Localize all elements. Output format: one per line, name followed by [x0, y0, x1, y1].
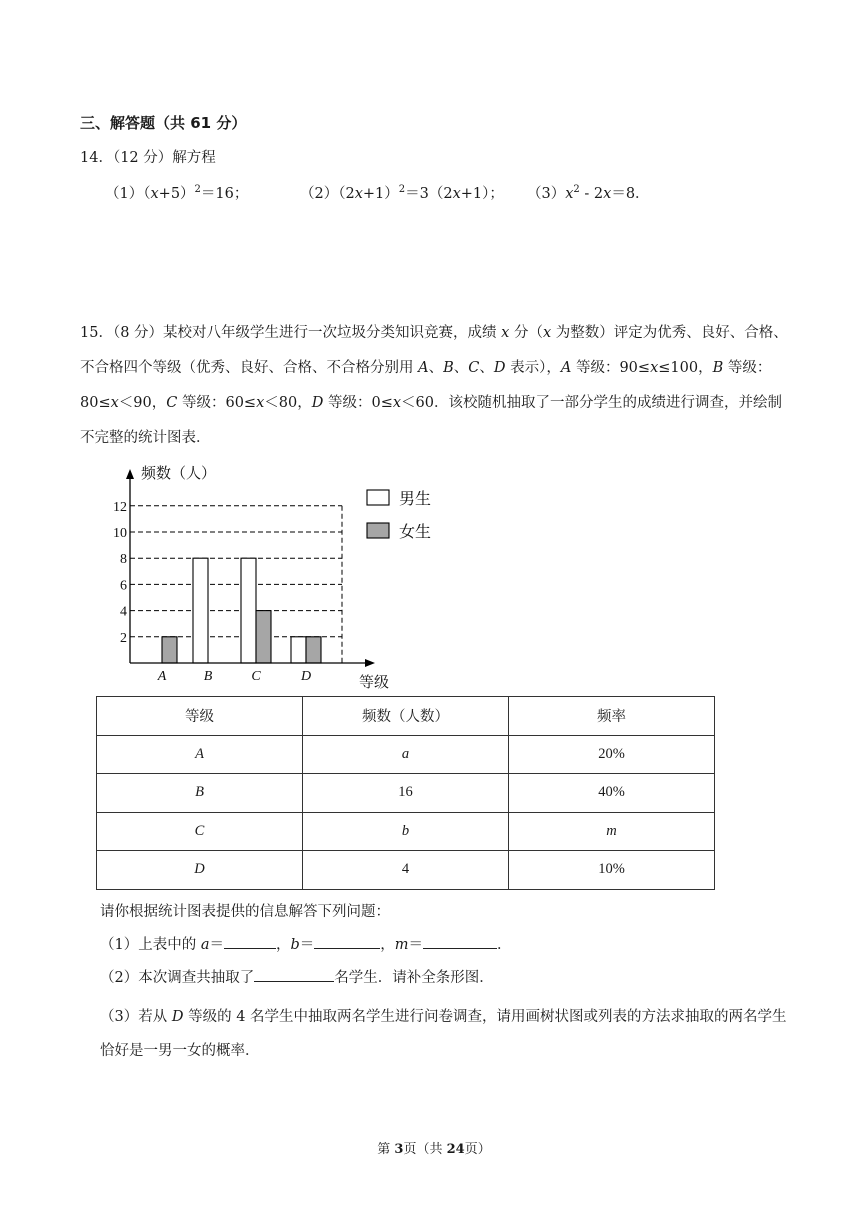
y-tick-label: 2 — [120, 630, 127, 646]
table-cell: 40% — [509, 774, 715, 813]
x-axis-label: 等级 — [359, 673, 390, 691]
table-header-row — [97, 697, 715, 736]
y-tick-label: 8 — [120, 552, 127, 568]
bar-chart — [95, 455, 455, 695]
table-cell: B — [97, 774, 303, 813]
chart-bars — [162, 558, 321, 663]
question-2: （2）本次调查共抽取了 名学生．请补全条形图． — [100, 966, 494, 987]
y-axis-label: 频数（人） — [141, 464, 217, 482]
table-cell: 20% — [509, 735, 715, 774]
table-cell: m — [509, 812, 715, 851]
legend-swatch — [367, 523, 389, 538]
x-tick-label: C — [251, 669, 261, 684]
x-axis-arrow — [365, 659, 375, 667]
table-cell: 16 — [303, 774, 509, 813]
table-cell: D — [97, 851, 303, 890]
table-cell: C — [97, 812, 303, 851]
answer-blank-total[interactable] — [254, 966, 334, 982]
table-cell: 4 — [303, 851, 509, 890]
bar — [291, 637, 306, 663]
table-header-cell: 频率 — [509, 697, 715, 736]
section-title: 三、解答题（共 61 分） — [80, 114, 247, 132]
table-header-cell: 频数（人数） — [303, 697, 509, 736]
y-axis-arrow — [126, 469, 134, 479]
table-cell: 10% — [509, 851, 715, 890]
question-1: （1）上表中的 a＝ ，b＝ ，m＝ ． — [100, 933, 512, 954]
answer-blank-m[interactable] — [423, 933, 497, 949]
bar — [256, 611, 271, 663]
table-row — [97, 851, 715, 890]
y-tick-label: 12 — [113, 499, 127, 515]
bar — [241, 558, 256, 663]
chart-legend — [367, 489, 431, 541]
y-tick-label: 6 — [120, 578, 127, 594]
table-header-cell: 等级 — [97, 697, 303, 736]
question-14-stem: 14．（12 分）解方程 — [80, 150, 216, 166]
equation-1: $(1)(x+5)^2=16$； — [105, 184, 249, 202]
questions-intro: 请你根据统计图表提供的信息解答下列问题： — [100, 904, 390, 920]
frequency-table — [96, 696, 715, 890]
table-cell: A — [97, 735, 303, 774]
legend-swatch — [367, 490, 389, 505]
bar — [162, 637, 177, 663]
equation-3: $(3)x^2 - 2x=8$． — [527, 184, 650, 202]
bar — [306, 637, 321, 663]
page-footer: 第 3页（共 24页） — [377, 1142, 491, 1157]
legend-label: 男生 — [399, 489, 432, 508]
answer-blank-b[interactable] — [314, 933, 380, 949]
table-row — [97, 735, 715, 774]
x-tick-label: B — [203, 669, 213, 684]
equation-2: $(2)(2x+1)^2=3(2x+1)$； — [300, 184, 504, 202]
chart-x-tick-labels — [157, 669, 311, 684]
table-cell: b — [303, 812, 509, 851]
table-row — [97, 774, 715, 813]
answer-blank-a[interactable] — [224, 933, 276, 949]
bar — [193, 558, 208, 663]
question-3: （3）若从 D 等级的 4 名学生中抽取两名学生进行问卷调查，请用画树状图或列表的方法求抽取的两名学生恰好是一男一女的概率． — [100, 1009, 787, 1059]
y-tick-label: 10 — [113, 526, 127, 541]
x-tick-label: A — [157, 669, 167, 684]
question-15-stem: 15．（8 分）某校对八年级学生进行一次垃圾分类知识竞赛，成绩 x 分（x 为整数）评定为优秀、良好、合格、不合格四个等级（优秀、良好、合格、不合格分别用 A、B、C、D 表示），A 等级：90≤x≤100，B 等级：80≤x＜90，C 等级：60≤x＜80，D 等级：0≤x＜60．该校随机抽取了一部分学生的成绩进行调查，并绘制不完整的统计图表． — [80, 325, 788, 446]
table-cell: a — [303, 735, 509, 774]
legend-label: 女生 — [399, 522, 432, 541]
x-tick-label: D — [300, 669, 312, 684]
table-row — [97, 812, 715, 851]
chart-y-tick-labels — [113, 500, 127, 646]
y-tick-label: 4 — [120, 604, 127, 620]
